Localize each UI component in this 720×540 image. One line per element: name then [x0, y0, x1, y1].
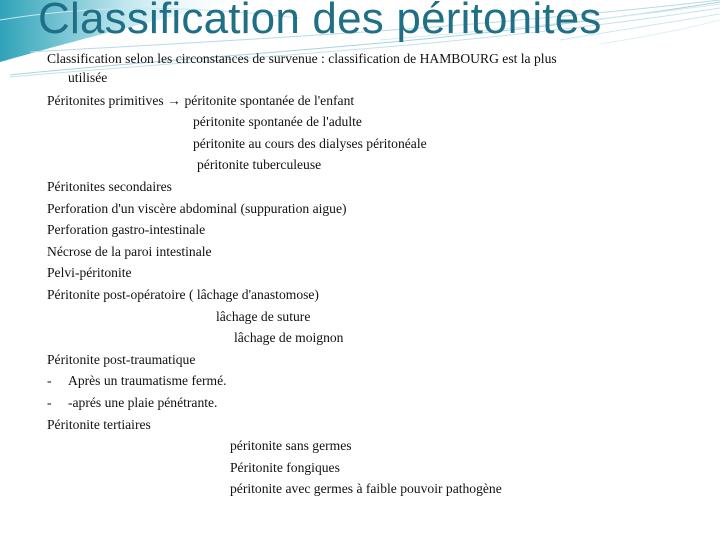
bullet-dash: - [47, 373, 52, 389]
posttrauma-label: Péritonite post-traumatique [47, 351, 196, 367]
postop-item-0: lâchage de suture [216, 308, 311, 324]
posttrauma-item-0 [47, 370, 687, 392]
postop-item-1: lâchage de moignon [234, 330, 344, 346]
intro-line-1: Classification selon les circonstances de survenue : classification de HAMBOURG est la plus [47, 51, 557, 66]
tertiaires-item-1: Péritonite fongiques [230, 459, 340, 475]
secondaires-item-2: Nécrose de la paroi intestinale [47, 243, 212, 259]
slide-body [47, 48, 687, 500]
arrow-icon: → [167, 92, 181, 108]
slide-title: Classification des péritonites [38, 0, 602, 43]
tertiaires-item-2: péritonite avec germes à faible pouvoir pathogène [230, 481, 502, 497]
primitives-label: Péritonites primitives [47, 92, 164, 108]
primitives-row [47, 90, 687, 112]
primitives-item-0: péritonite spontanée de l'enfant [184, 92, 355, 108]
secondaires-item-0: Perforation d'un viscère abdominal (suppuration aigue) [47, 200, 347, 216]
intro-line-2: utilisée [68, 69, 108, 85]
bullet-dash: - [47, 394, 52, 410]
posttrauma-item-1-text: -aprés une plaie pénétrante. [68, 394, 218, 410]
primitives-item-2: péritonite au cours des dialyses péritonéale [193, 135, 427, 151]
primitives-item-3: péritonite tuberculeuse [197, 157, 322, 173]
primitives-item-1: péritonite spontanée de l'adulte [193, 114, 362, 130]
tertiaires-label: Péritonite tertiaires [47, 416, 151, 432]
secondaires-item-1: Perforation gastro-intestinale [47, 222, 206, 238]
postop-label: Péritonite post-opératoire ( lâchage d'anastomose) [47, 286, 319, 302]
secondaires-label: Péritonites secondaires [47, 178, 172, 194]
posttrauma-item-1 [47, 392, 687, 414]
tertiaires-item-0: péritonite sans germes [230, 438, 352, 454]
posttrauma-item-0-text: Après un traumatisme fermé. [68, 373, 227, 389]
secondaires-item-3: Pelvi-péritonite [47, 265, 132, 281]
